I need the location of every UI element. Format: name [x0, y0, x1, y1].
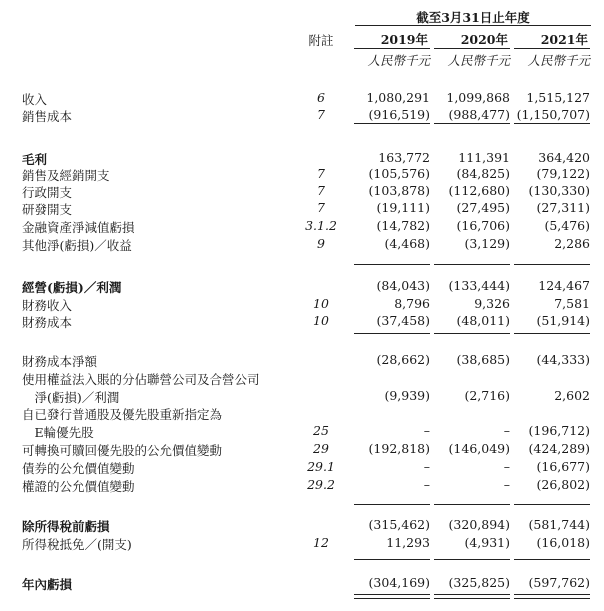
row-value-2020: (84,825)	[456, 166, 510, 181]
row-value-2019: (315,462)	[368, 517, 430, 532]
row-value-2021: 1,515,127	[526, 90, 590, 105]
row-value-2021: 124,467	[538, 278, 590, 293]
row-value-2020: (325,825)	[448, 575, 510, 590]
row-note: 7	[317, 200, 325, 215]
row-value-2020: (48,011)	[456, 313, 510, 328]
row-value-2021: (424,289)	[528, 441, 590, 456]
row-value-2020: (133,444)	[448, 278, 510, 293]
period-header-rule	[355, 25, 591, 26]
row-value-2021: (581,744)	[528, 517, 590, 532]
row-label: 使用權益法入賬的分佔聯營公司及合營公司	[22, 372, 260, 387]
row-value-2021: (597,762)	[528, 575, 590, 590]
note-column-header: 附註	[308, 33, 334, 48]
year-header-2019: 2019年	[380, 32, 428, 47]
row-note: 10	[313, 313, 329, 328]
row-label: 財務收入	[22, 298, 73, 313]
table-row	[0, 370, 604, 388]
row-value-2020: (38,685)	[456, 352, 510, 367]
table-row	[0, 441, 604, 459]
row-note: 7	[317, 166, 325, 181]
row-note: 12	[313, 535, 329, 550]
row-value-2020: (16,706)	[456, 218, 510, 233]
table-row	[0, 90, 604, 108]
row-value-2020: –	[503, 459, 510, 474]
row-note: 7	[317, 183, 325, 198]
year-header-2020: 2020年	[460, 32, 508, 47]
table-row	[0, 352, 604, 370]
row-label: 可轉換可贖回優先股的公允價值變動	[22, 443, 223, 458]
row-value-2020: (27,495)	[456, 200, 510, 215]
row-note: 29.2	[307, 477, 335, 492]
row-note: 25	[313, 423, 329, 438]
row-value-2020: –	[503, 477, 510, 492]
table-row	[0, 477, 604, 495]
table-row	[0, 388, 604, 406]
row-value-2020: (320,894)	[448, 517, 510, 532]
table-row	[0, 405, 604, 423]
row-value-2019: –	[423, 459, 430, 474]
row-value-2019: (14,782)	[376, 218, 430, 233]
row-note: 3.1.2	[305, 218, 337, 233]
row-note: 29	[313, 441, 329, 456]
row-value-2019: 163,772	[378, 150, 430, 165]
row-label: 自已發行普通股及優先股重新指定為	[22, 407, 223, 422]
row-label: 行政開支	[22, 185, 73, 200]
row-value-2021: 7,581	[554, 296, 590, 311]
row-label: 財務成本淨額	[22, 354, 98, 369]
row-value-2021: (1,150,707)	[516, 107, 590, 122]
row-label: 財務成本	[22, 315, 73, 330]
row-value-2019: (9,939)	[384, 388, 430, 403]
row-label: 年內虧損	[22, 577, 73, 592]
row-value-2020: 111,391	[458, 150, 510, 165]
row-label: 銷售及經銷開支	[22, 168, 110, 183]
period-header: 截至3月31日止年度	[416, 10, 530, 25]
row-value-2020: (2,716)	[464, 388, 510, 403]
table-row	[0, 459, 604, 477]
row-value-2020: (4,931)	[464, 535, 510, 550]
row-value-2019: (192,818)	[368, 441, 430, 456]
row-value-2021: 2,286	[554, 236, 590, 251]
row-note: 29.1	[307, 459, 335, 474]
table-row	[0, 423, 604, 441]
row-value-2019: 8,796	[394, 296, 430, 311]
unit-label-2019: 人民幣千元	[367, 53, 430, 68]
row-label: 所得稅抵免／(開支)	[22, 537, 132, 552]
row-note: 6	[317, 90, 325, 105]
year-underline-2021	[514, 48, 590, 49]
row-value-2020: 1,099,868	[446, 90, 510, 105]
row-value-2020: 9,326	[474, 296, 510, 311]
row-value-2020: (146,049)	[448, 441, 510, 456]
table-row	[0, 313, 604, 331]
row-value-2021: (79,122)	[536, 166, 590, 181]
table-row	[0, 535, 604, 553]
row-value-2019: 1,080,291	[366, 90, 430, 105]
row-value-2021: (27,311)	[536, 200, 590, 215]
row-label: 收入	[22, 92, 48, 107]
row-value-2021: (196,712)	[528, 423, 590, 438]
row-note: 9	[317, 236, 325, 251]
row-value-2021: (16,018)	[536, 535, 590, 550]
row-value-2021: 2,602	[554, 388, 590, 403]
table-row	[0, 218, 604, 236]
row-label: 銷售成本	[22, 109, 73, 124]
row-value-2019: (103,878)	[368, 183, 430, 198]
table-row	[0, 166, 604, 184]
row-label: 除所得稅前虧損	[22, 519, 110, 534]
row-note: 10	[313, 296, 329, 311]
row-value-2019: (84,043)	[376, 278, 430, 293]
table-row	[0, 200, 604, 218]
row-value-2020: (988,477)	[448, 107, 510, 122]
unit-label-2021: 人民幣千元	[527, 53, 590, 68]
unit-label-2020: 人民幣千元	[447, 53, 510, 68]
row-value-2020: –	[503, 423, 510, 438]
row-value-2020: (3,129)	[464, 236, 510, 251]
year-underline-2019	[354, 48, 430, 49]
row-value-2019: (304,169)	[368, 575, 430, 590]
row-value-2019: (19,111)	[376, 200, 430, 215]
row-value-2019: (28,662)	[376, 352, 430, 367]
row-value-2019: –	[423, 477, 430, 492]
row-value-2021: (5,476)	[544, 218, 590, 233]
table-row	[0, 183, 604, 201]
year-underline-2020	[434, 48, 510, 49]
row-value-2019: (37,458)	[376, 313, 430, 328]
row-label: 權證的公允價值變動	[22, 479, 135, 494]
row-label: 淨(虧損)／利潤	[22, 390, 120, 405]
row-label: 其他淨(虧損)／收益	[22, 238, 132, 253]
row-value-2021: (130,330)	[528, 183, 590, 198]
row-note: 7	[317, 107, 325, 122]
row-value-2021: (51,914)	[536, 313, 590, 328]
row-value-2021: 364,420	[538, 150, 590, 165]
row-label: 金融資產淨減值虧損	[22, 220, 135, 235]
row-value-2021: (26,802)	[536, 477, 590, 492]
table-row	[0, 236, 604, 254]
table-row	[0, 517, 604, 535]
row-label: E輪優先股	[22, 425, 94, 440]
year-header-2021: 2021年	[540, 32, 588, 47]
table-row	[0, 296, 604, 314]
row-value-2019: (4,468)	[384, 236, 430, 251]
table-row	[0, 575, 604, 593]
table-row	[0, 278, 604, 296]
row-value-2019: (916,519)	[368, 107, 430, 122]
row-label: 研發開支	[22, 202, 73, 217]
row-label: 毛利	[22, 152, 48, 167]
row-label: 債券的公允價值變動	[22, 461, 135, 476]
row-value-2021: (16,677)	[536, 459, 590, 474]
row-label: 經營(虧損)／利潤	[22, 280, 122, 295]
row-value-2021: (44,333)	[536, 352, 590, 367]
row-value-2020: (112,680)	[448, 183, 510, 198]
row-value-2019: 11,293	[386, 535, 430, 550]
row-value-2019: –	[423, 423, 430, 438]
row-value-2019: (105,576)	[368, 166, 430, 181]
